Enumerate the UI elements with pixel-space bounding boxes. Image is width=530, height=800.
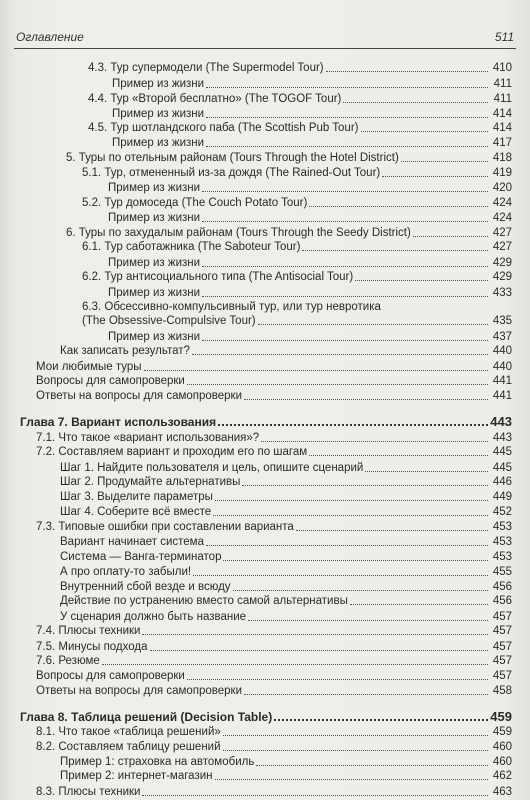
toc-entry [60,344,512,358]
toc-dot-leader [302,250,488,251]
toc-dot-leader [218,424,488,426]
toc-dot-leader [202,296,488,297]
toc-entry [60,475,512,489]
toc-entry-page: 457 [492,625,512,637]
toc-chapter-entry [20,710,512,724]
toc-entry-title: Пример из жизни [108,212,201,224]
toc-dot-leader [256,765,488,766]
toc-entry [88,92,512,106]
toc-entry-title: Пример из жизни [108,257,201,269]
toc-entry [108,330,512,344]
toc-entry-page: 424 [492,197,512,209]
toc-entry-page: 429 [492,271,512,283]
toc-entry-page: 457 [492,655,512,667]
toc-entry-page: 456 [492,581,512,593]
toc-entry-title: Ответы на вопросы для самопроверки [36,685,243,697]
toc-entry-title: Пример из жизни [108,287,201,299]
toc-entry-title: Шаг 3. Выделите параметры [60,491,213,503]
toc-entry [60,580,512,594]
toc-dot-leader [244,399,488,400]
toc-entry-title: 7.3. Типовые ошибки при составлении варианта [36,521,294,533]
toc-dot-leader [142,634,488,635]
toc-entry-page: 456 [492,595,512,607]
toc-dot-leader [223,735,488,736]
toc-entry [108,256,512,270]
toc-entry [112,77,512,91]
toc-entry-page: 460 [492,756,512,768]
toc-dot-leader [261,441,488,442]
toc-entry [60,755,512,769]
toc-dot-leader [242,485,488,486]
toc-entry-page: 457 [492,641,512,653]
toc-dot-leader [215,500,488,501]
toc-entry-title: (The Obsessive-Compulsive Tour) [82,315,256,327]
toc-entry-page: 435 [492,315,512,327]
toc-dot-leader [350,604,488,605]
toc-dot-leader [187,679,488,680]
toc-entry-title: Вопросы для самопроверки [36,670,185,682]
toc-entry [108,181,512,195]
toc-entry-page: 427 [492,227,512,239]
toc-entry-title: Шаг 1. Найдите пользователя и цель, опишите сценарий [60,462,364,474]
toc-dot-leader [309,206,488,207]
toc-dot-leader [193,575,488,576]
toc-entry [112,136,512,150]
toc-dot-leader [365,471,488,472]
toc-entry-title: Шаг 2. Продумайте альтернативы [60,476,241,488]
toc-entry [36,725,512,739]
toc-entry [36,785,512,799]
toc-dot-leader [258,324,488,325]
toc-entry-title: Глава 7. Вариант использования [20,415,217,429]
toc-entry-title: Вариант начинает система [60,536,204,548]
toc-entry-page: 411 [493,93,512,105]
toc-entry [36,640,512,654]
toc-entry-title: 6.3. Обсессивно-компульсивный тур, или тур невротика [82,301,381,313]
toc-entry-title: 7.4. Плюсы техники [36,625,141,637]
toc-entry [82,166,512,180]
toc-entry-title: А про оплату-то забыли! [60,566,192,578]
toc-entry-title: Действие по устранению вместо самой альтернативы [60,595,348,607]
toc-entry-page: 440 [492,361,512,373]
toc-entry-page: 453 [492,521,512,533]
toc-entry-title: Пример 2: интернет-магазин [60,770,213,782]
toc-entry-page: 457 [492,611,512,623]
toc-entry-page: 443 [492,432,512,444]
toc-entry [36,389,512,403]
toc-dot-leader [223,560,488,561]
toc-entry [36,374,512,388]
toc-entry-page: 414 [492,122,512,134]
toc-entry-title: Глава 8. Таблица решений (Decision Table) [20,710,273,724]
toc-entry [60,594,512,608]
toc-entry [36,445,512,459]
toc-entry-page: 458 [492,685,512,697]
toc-entry-title: 6.2. Тур антисоциального типа (The Antisocial Tour) [82,271,354,283]
toc-entry-title: Мои любимые туры [36,361,142,373]
toc-entry-title: 7.2. Составляем вариант и проходим его по шагам [36,446,308,458]
toc-dot-leader [144,370,488,371]
toc-entry [60,550,512,564]
toc-entry [66,226,512,240]
toc-entry-title: Система — Ванга-терминатор [60,551,222,563]
toc-entry [60,535,512,549]
toc-entry [112,107,512,121]
toc-dot-leader [202,191,488,192]
toc-dot-leader [192,354,488,355]
toc-entry-page: 417 [492,137,512,149]
toc-entry-page: 462 [492,770,512,782]
toc-entry-title: Ответы на вопросы для самопроверки [36,390,243,402]
toc-entry-title: 7.6. Резюме [36,655,100,667]
toc-dot-leader [187,384,488,385]
toc-entry [88,61,512,75]
toc-entry-title: 6.1. Тур саботажника (The Saboteur Tour) [82,241,301,253]
toc-entry-title: Шаг 4. Соберите всё вместе [60,506,212,518]
toc-entry-title: 5. Туры по отельным районам (Tours Through the Hotel District) [66,152,399,164]
toc-dot-leader [202,221,488,222]
toc-entry [36,654,512,668]
toc-dot-leader [213,515,488,516]
toc-dot-leader [248,620,488,621]
toc-entry [60,505,512,519]
toc-entry-page: 427 [492,241,512,253]
toc-entry [60,565,512,579]
toc-dot-leader [150,650,488,651]
toc-entry [36,684,512,698]
toc-dot-leader [309,455,488,456]
toc-entry-page: 441 [492,375,512,387]
toc-entry-title: 4.4. Тур «Второй бесплатно» (The TOGOF Tour) [88,93,342,105]
toc-entry-page: 424 [492,212,512,224]
toc-entry-page: 420 [492,182,512,194]
toc-entry [60,610,512,624]
toc-dot-leader [355,280,488,281]
toc-entry-title: Пример 1: страховка на автомобиль [60,756,255,768]
toc-entry [60,769,512,783]
toc-entry-title: 5.2. Тур домоседа (The Couch Potato Tour) [82,197,308,209]
toc-entry-title: Пример из жизни [112,108,205,120]
toc-entry-title: 7.5. Минусы подхода [36,641,148,653]
toc-entry-page: 453 [492,551,512,563]
toc-entry-page: 443 [490,414,512,429]
toc-entry-title: Пример из жизни [108,182,201,194]
toc-entry-page: 429 [492,257,512,269]
toc-dot-leader [361,131,489,132]
toc-entry-page: 445 [492,462,512,474]
toc-dot-leader [413,236,488,237]
toc-entry-page: 414 [492,108,512,120]
toc-entry [36,740,512,754]
toc-entry-page: 457 [492,670,512,682]
toc-entry-title: 6. Туры по захудалым районам (Tours Through the Seedy District) [66,227,411,239]
toc-dot-leader [142,795,488,796]
toc-entry-page: 449 [492,491,512,503]
toc-entry [36,624,512,638]
toc-dot-leader [206,545,488,546]
toc-entry-page: 411 [493,78,512,90]
toc-dot-leader [206,117,488,118]
toc-entry [36,520,512,534]
toc-entry-page: 453 [492,536,512,548]
toc-entry-page: 441 [492,390,512,402]
toc-dot-leader [102,664,488,665]
toc-entry-page: 410 [492,62,512,74]
toc-entry-page: 459 [490,709,512,724]
toc-entry [82,300,512,314]
toc-entry-title: Пример из жизни [112,137,205,149]
toc-entry-title: 4.3. Тур супермодели (The Supermodel Tour) [88,62,324,74]
toc-entry-title: 4.5. Тур шотландского паба (The Scottish Pub Tour) [88,122,359,134]
toc-dot-leader [401,161,488,162]
toc-dot-leader [215,779,489,780]
toc-dot-leader [202,266,488,267]
toc-entry-title: 7.1. Что такое «вариант использования»? [36,432,260,444]
toc-entry-title: Пример из жизни [112,78,205,90]
toc-entry [108,211,512,225]
toc-dot-leader [274,719,488,721]
toc-entry-page: 433 [492,287,512,299]
toc-entry-title: Внутренний сбой везде и всюду [60,581,231,593]
toc-entry-page: 440 [492,345,512,357]
toc-entry-page: 455 [492,566,512,578]
toc-entry [82,240,512,254]
toc-entry [108,286,512,300]
toc-entry [36,431,512,445]
toc-dot-leader [244,694,488,695]
toc-dot-leader [206,146,488,147]
toc-dot-leader [296,530,488,531]
toc-entry [88,121,512,135]
toc-entry-title: Вопросы для самопроверки [36,375,185,387]
toc-entry-title: У сценария должно быть название [60,611,247,623]
toc-entry-page: 459 [492,726,512,738]
toc-entry-page: 460 [492,741,512,753]
toc-dot-leader [202,340,488,341]
toc-dot-leader [343,102,488,103]
toc-entry [36,669,512,683]
toc-dot-leader [326,71,488,72]
toc-dot-leader [382,176,488,177]
toc-entry-page: 437 [492,331,512,343]
page-number: 511 [494,30,514,44]
toc-dot-leader [206,87,488,88]
toc-entry [66,151,512,165]
toc-entry-title: 8.1. Что такое «таблица решений» [36,726,221,738]
toc-entry [82,314,512,328]
toc-entry-title: 8.3. Плюсы техники [36,786,141,798]
toc-entry-page: 446 [492,476,512,488]
toc-entry-title: 8.2. Составляем таблицу решений [36,741,221,753]
toc-entry-page: 452 [492,506,512,518]
toc-dot-leader [223,750,488,751]
running-head: Оглавление [16,30,84,44]
toc-entry-title: Пример из жизни [108,331,201,343]
toc-chapter-entry [20,415,512,429]
toc-entry-page: 419 [492,167,512,179]
toc-entry-title: 5.1. Тур, отмененный из-за дождя (The Rained-Out Tour) [82,167,381,179]
toc-entry-page: 445 [492,446,512,458]
toc-entry-page: 463 [492,786,512,798]
toc-entry [60,461,512,475]
toc-entry-page: 418 [492,152,512,164]
toc-entry [82,196,512,210]
toc-entry [60,490,512,504]
toc-entry-title: Как записать результат? [60,345,190,357]
toc-entry [82,270,512,284]
toc-entry [36,360,512,374]
toc-dot-leader [233,590,488,591]
